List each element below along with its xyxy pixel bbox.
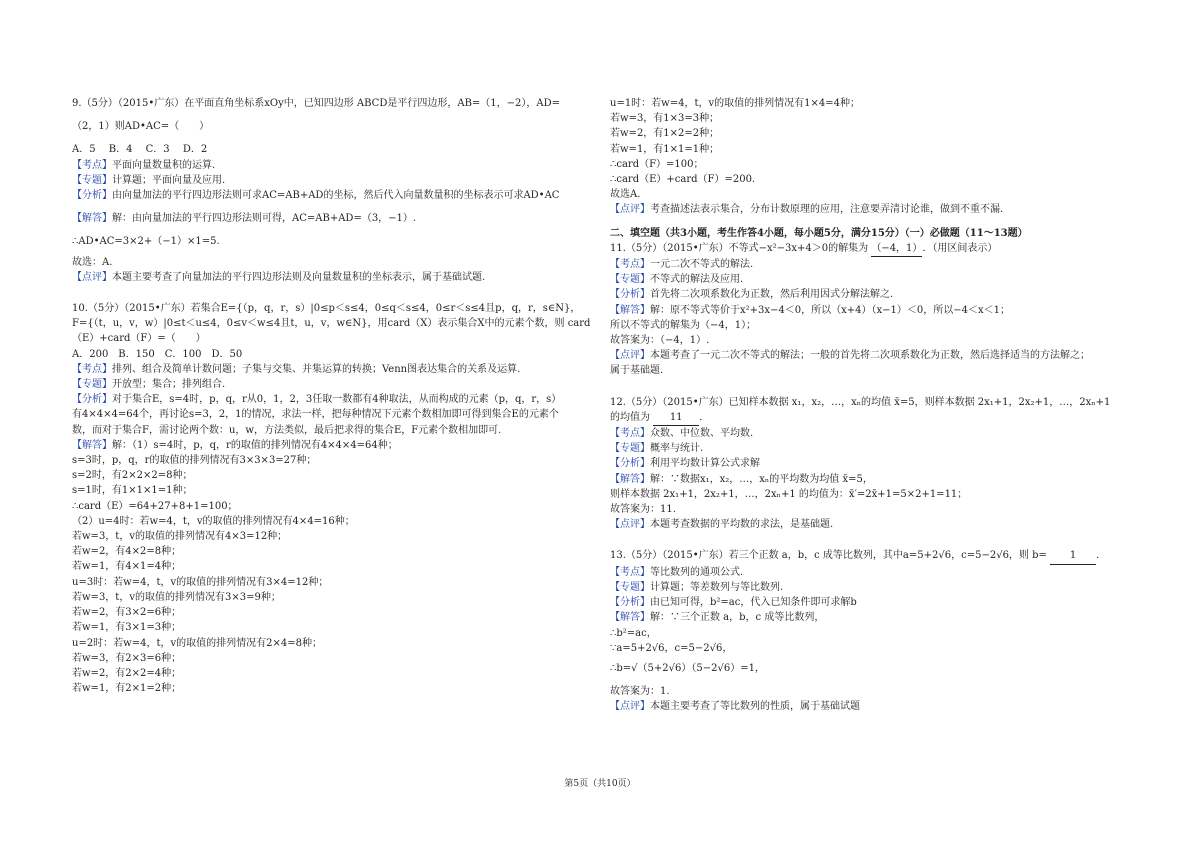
line-text: 众数、中位数、平均数. [650, 428, 754, 440]
question-line [610, 410, 1132, 426]
text-line: ∴card（E）+card（F）=200. [610, 174, 756, 186]
text-line: 10.（5分）（2015•广东）若集合E={（p，q，r，s）|0≤p＜s≤4，0≤q＜s≤4，0≤r＜s≤4且p，q，r，s∈N}， [72, 303, 581, 315]
line-text: 本题主要考查了向量加法的平行四边形法则及向量数量积的坐标表示，属于基础试题. [112, 271, 486, 283]
text-line: s=1时，有1×1×1=1种； [72, 485, 193, 497]
section-tag: 【考点】 [610, 259, 650, 271]
text-line: 故答案为：11. [610, 504, 676, 516]
spacer [610, 218, 1132, 226]
answer-blank: 1 [1050, 548, 1096, 564]
text-line: ∵a=5+2√6，c=5−2√6， [610, 642, 733, 654]
section-tag: 【解答】 [610, 304, 650, 316]
section-tag: 【考点】 [72, 159, 112, 171]
text-line: 若w=1，有3×1=3种； [72, 622, 182, 634]
spacer [72, 285, 584, 293]
line-text: 不等式的解法及应用. [650, 274, 744, 286]
line-text: 对于集合E，s=4时，p，q，r从0，1，2，3任取一数都有4种取法，从而构成的元素（p，q，r，s） [112, 394, 562, 406]
line-text: 解：由向量加法的平行四边形法则可得，AC=AB+AD=（3，−1）. [112, 213, 417, 225]
text-line: ∴card（F）=100； [610, 158, 704, 170]
line-text: 11.（5分）（2015•广东）不等式−x²−3x+4＞0的解集为 [610, 242, 872, 254]
section-tag: 【专题】 [610, 581, 650, 593]
annotated-line [610, 303, 1132, 318]
line-text: 由向量加法的平行四边形法则可求AC=AB+AD的坐标，然后代入向量数量积的坐标表示可求AD•AC [112, 190, 560, 202]
annotated-line [72, 362, 584, 377]
text-line: （2）u=4时：若w=4，t，v的取值的排列情况有4×4=16种； [72, 515, 355, 527]
line-text: 概率与统计. [650, 443, 704, 455]
section-tag: 【解答】 [610, 612, 650, 624]
annotated-line [610, 348, 1132, 363]
section-tag: 【解答】 [72, 439, 112, 451]
section-tag: 【点评】 [610, 350, 650, 362]
text-line: 若w=1，有4×1=4种； [72, 561, 182, 573]
text-line: 若w=2，有3×2=6种； [72, 607, 182, 619]
annotated-line [72, 173, 584, 188]
text-line: 所以不等式的解集为（−4，1）； [610, 319, 757, 331]
annotated-line [610, 699, 1132, 714]
section-tag: 【分析】 [72, 394, 112, 406]
annotated-line [610, 456, 1132, 471]
text-line: 有4×4×4=64个，再讨论s=3，2，1的情况，求法一样，把每种情况下元素个数相加即可得到集合E的元素个 [72, 409, 559, 421]
line-text: 本题考查了一元二次不等式的解法；一般的首先将二次项系数化为正数，然后选择适当的方法解之； [650, 350, 1090, 362]
section-tag: 【考点】 [610, 566, 650, 578]
annotated-line [72, 211, 584, 226]
text-line: ∴AD•AC=3×2+（−1）×1=5. [72, 236, 220, 248]
annotated-line [72, 158, 584, 173]
annotated-line [72, 377, 584, 392]
section-tag: 【专题】 [610, 443, 650, 455]
annotated-line [610, 202, 1132, 217]
right-column [610, 96, 1132, 715]
answer-blank: 11 [653, 410, 699, 426]
annotated-line [610, 517, 1132, 532]
annotated-line [72, 270, 584, 285]
text-line: A．5 B．4 C．3 D．2 [72, 144, 208, 156]
annotated-line [610, 610, 1132, 625]
section-tag: 【分析】 [610, 597, 650, 609]
question-line [610, 548, 1132, 564]
text-line: A．200 B．150 C．100 D．50 [72, 348, 243, 360]
line-text: 本题考查数据的平均数的求法，是基础题. [650, 519, 834, 531]
section-tag: 【专题】 [72, 174, 112, 186]
section-heading: 二、填空题（共3小题，考生作答4小题，每小题5分，满分15分）（一）必做题（11～13题） [610, 227, 1028, 239]
section-tag: 【专题】 [72, 379, 112, 391]
line-text: 排列、组合及简单计数问题；子集与交集、并集运算的转换；Venn图表达集合的关系及运算. [112, 363, 521, 375]
line-text: 首先将二次项系数化为正数，然后利用因式分解法解之. [650, 289, 894, 301]
text-line: 若w=2，有4×2=8种； [72, 546, 182, 558]
line-text: 本题主要考查了等比数列的性质，属于基础试题 [650, 701, 860, 713]
spacer [72, 226, 584, 234]
spacer [72, 134, 584, 142]
section-tag: 【分析】 [610, 458, 650, 470]
answer-blank: （−4，1） [871, 241, 922, 257]
line-text: 解：∵三个正数 a，b，c 成等比数列， [650, 612, 825, 624]
text-line: 若w=1，有2×1=2种； [72, 683, 182, 695]
line-text: 平面向量数量积的运算. [112, 159, 216, 171]
text-line: （2，1）则AD•AC=（ ） [72, 121, 210, 133]
text-line: 数，而对于集合F，需讨论两个数：u，w，方法类似，最后把求得的集合E，F元素个数相加即可. [72, 424, 502, 436]
annotated-line [72, 438, 584, 453]
question-line [610, 241, 1132, 257]
text-line: 若w=1，有1×1=1种； [610, 143, 720, 155]
annotated-line [72, 188, 584, 203]
line-text: 13.（5分）（2015•广东）若三个正数 a，b，c 成等比数列，其中a=5+2√6，c=5−2√6，则 b= [610, 550, 1051, 562]
section-tag: 【解答】 [72, 213, 112, 225]
text-line: 故选A. [610, 189, 641, 201]
spacer [610, 540, 1132, 548]
text-line: 9.（5分）（2015•广东）在平面直角坐标系xOy中，已知四边形 ABCD是平行四边形，AB=（1，−2），AD= [72, 98, 561, 109]
text-line: u=1时：若w=4，t，v的取值的排列情况有1×4=4种； [610, 98, 860, 109]
text-line: 故答案为：1. [610, 686, 670, 698]
annotated-line [610, 580, 1132, 595]
annotated-line [72, 392, 584, 407]
text-line: 若w=3，有1×3=3种； [610, 113, 720, 125]
text-line: 若w=2，有1×2=2种； [610, 128, 720, 140]
text-line: 若w=3，t，v的取值的排列情况有4×3=12种； [72, 531, 288, 543]
text-line: ∴b²=ac， [610, 627, 657, 639]
line-text: 利用平均数计算公式求解 [650, 458, 760, 470]
text-line: s=2时，有2×2×2=8种； [72, 470, 193, 482]
annotated-line [610, 441, 1132, 456]
line-text: 等比数列的通项公式. [650, 566, 744, 578]
section-tag: 【分析】 [610, 289, 650, 301]
annotated-line [610, 595, 1132, 610]
spacer [610, 379, 1132, 387]
line-text: 的均值为 [610, 411, 654, 423]
text-line: 12.（5分）（2015•广东）已知样本数据 x₁，x₂，…，xₙ的均值 x̄=5，则样本数据 2x₁+1，2x₂+1，…，2xₙ+1 [610, 396, 1111, 408]
line-text: ． [699, 411, 710, 423]
line-text: 由已知可得，b²=ac，代入已知条件即可求解b [650, 597, 857, 609]
line-text: ． [1096, 550, 1107, 562]
left-column [72, 96, 591, 696]
line-text: 解：（1）s=4时，p，q，r的取值的排列情况有4×4×4=64种； [112, 439, 398, 451]
annotated-line [610, 426, 1132, 441]
annotated-line [610, 472, 1132, 487]
text-line: 则样本数据 2x₁+1，2x₂+1，…，2xₙ+1 的均值为：x̄′=2x̄+1=5×2+1=11； [610, 488, 968, 500]
section-tag: 【专题】 [610, 274, 650, 286]
section-tag: 【解答】 [610, 473, 650, 485]
annotated-line [610, 272, 1132, 287]
annotated-line [610, 257, 1132, 272]
spacer [72, 111, 584, 119]
text-line: ∴card（E）=64+27+8+1=100； [72, 500, 238, 512]
section-tag: 【考点】 [610, 428, 650, 440]
text-line: 若w=2，有2×2=4种； [72, 667, 182, 679]
text-line: u=2时：若w=4，t，v的取值的排列情况有2×4=8种； [72, 637, 322, 649]
line-text: 解：原不等式等价于x²+3x−4＜0，所以（x+4）（x−1）＜0，所以−4＜x＜1； [650, 304, 1010, 316]
spacer [72, 203, 584, 211]
section-tag: 【点评】 [610, 204, 650, 216]
line-text: ．（用区间表示） [922, 242, 998, 254]
line-text: 计算题；等差数列与等比数列. [650, 581, 784, 593]
spacer [610, 532, 1132, 540]
text-line: 属于基础题. [610, 365, 664, 377]
section-tag: 【分析】 [72, 190, 112, 202]
spacer [610, 387, 1132, 395]
annotated-line [610, 565, 1132, 580]
line-text: 解：∵数据x₁，x₂，…，xₙ的平均数为均值 x̄=5， [650, 473, 873, 485]
text-line: ∴b=√（5+2√6）（5−2√6）=1， [610, 662, 765, 674]
text-line: 故答案为：（−4，1）. [610, 335, 710, 347]
spacer [610, 676, 1132, 684]
line-text: 一元二次不等式的解法. [650, 259, 754, 271]
line-text: 开放型；集合；排列组合. [112, 379, 226, 391]
line-text: 计算题；平面向量及应用. [112, 174, 226, 186]
text-line: F={（t，u，v，w）|0≤t＜u≤4，0≤v＜w≤4且t，u，v，w∈N}，用card（X）表示集合X中的元素个数，则 card [72, 318, 591, 330]
spacer [72, 293, 584, 301]
text-line: （E）+card（F）=（ ） [72, 333, 206, 345]
text-line: 若w=3，t，v的取值的排列情况有3×3=9种； [72, 591, 281, 603]
section-tag: 【点评】 [610, 519, 650, 531]
page-footer: 第5页（共10页） [564, 779, 636, 789]
text-line: s=3时，p，q，r的取值的排列情况有3×3×3=27种； [72, 455, 317, 467]
text-line: u=3时：若w=4，t，v的取值的排列情况有3×4=12种； [72, 576, 329, 588]
annotated-line [610, 287, 1132, 302]
text-line: 故选：A. [72, 256, 113, 268]
section-tag: 【点评】 [72, 271, 112, 283]
text-line: 若w=3，有2×3=6种； [72, 652, 182, 664]
section-tag: 【考点】 [72, 363, 112, 375]
section-tag: 【点评】 [610, 701, 650, 713]
line-text: 考查描述法表示集合，分布计数原理的应用，注意要弄清讨论谁，做到不重不漏. [650, 204, 1004, 216]
